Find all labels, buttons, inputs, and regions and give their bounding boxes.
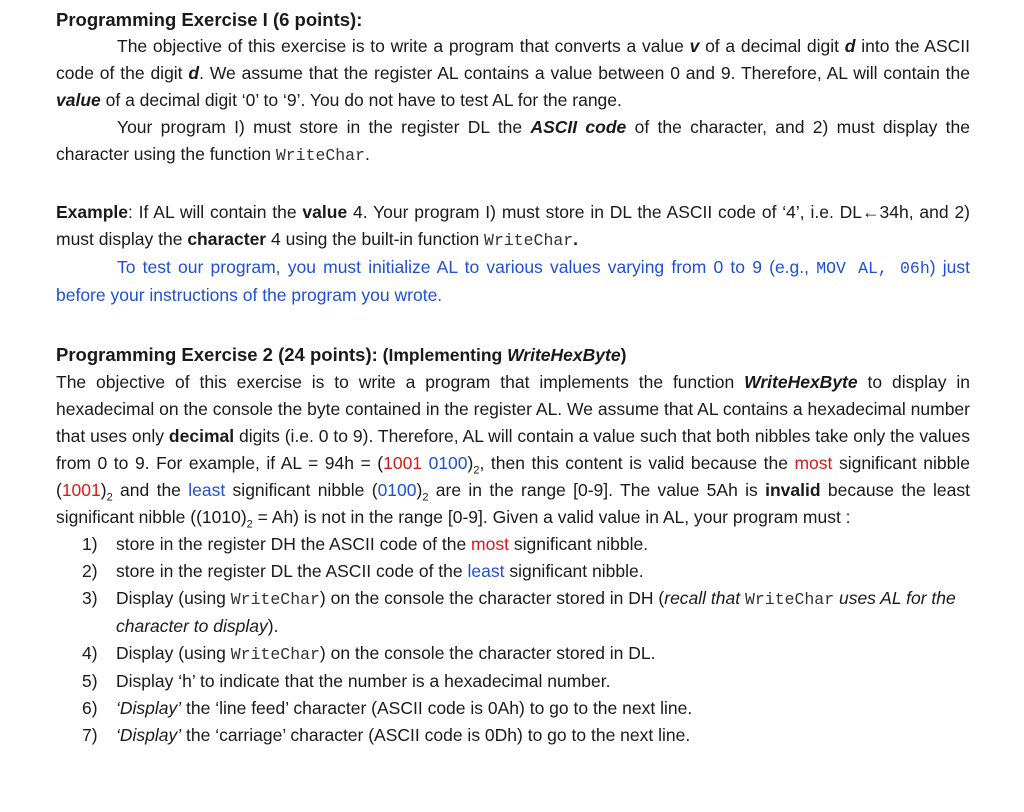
list-item: 4) Display (using WriteChar) on the console the character stored in DL. [82, 643, 656, 664]
list-item: 3) Display (using WriteChar) on the console the character stored in DH (recall that WriteChar uses AL for the character to display). [82, 588, 956, 636]
exercise-1-paragraph-2: Your program I) must store in the register DL the ASCII code of the character, and 2) must display the character using the function WriteChar. [56, 117, 970, 165]
list-item: 1) store in the register DH the ASCII code of the most significant nibble. [82, 534, 649, 554]
exercise-2-heading: Programming Exercise 2 (24 points): (Implementing WriteHexByte) [56, 344, 627, 365]
list-item: 7) ‘Display’ the ‘carriage’ character (ASCII code is 0Dh) to go to the next line. [82, 725, 691, 745]
list-item: 5) Display ‘h’ to indicate that the number is a hexadecimal number. [82, 671, 611, 691]
exercise-1-paragraph-1: The objective of this exercise is to write a program that converts a value v of a decimal digit d into the ASCII code of the digit d. We assume that the register AL contains a value between 0 and 9. Therefore, AL will contain the value of a decimal digit ‘0’ to ‘9’. You do not have to test AL for the range. [56, 36, 971, 110]
exercise-2-paragraph: The objective of this exercise is to write a program that implements the function WriteHexByte to display in hexadecimal on the console the byte contained in the register AL. We assume that AL contains a hexadecimal number that uses only decimal digits (i.e. 0 to 9). Therefore, AL will contain a value such that both nibbles take only the values from 0 to 9. For example, if AL = 94h = (1001 $0100)_2$, then this content is valid because the most significant nibble $(1001)_2$ and the least significant nibble $(0100)_2$ are in the range [0-9]. The value 5Ah is invalid because the least significant nibble $((1010)_2 = Ah)$ is not in the range [0-9]. Given a valid value in AL, your program must : [56, 372, 971, 531]
writechar-code: WriteChar [484, 231, 574, 250]
mov-code: MOV AL, 06h [816, 259, 930, 278]
exercise-2-steps [56, 531, 970, 749]
list-item: 2) store in the register DL the ASCII code of the least significant nibble. [82, 561, 644, 581]
writechar-code: WriteChar [275, 146, 365, 165]
exercise-1-heading: Programming Exercise I (6 points): [56, 9, 363, 30]
left-arrow-icon: ← [862, 202, 880, 222]
exercise-1-example: Example: If AL will contain the value 4. Your program I) must store in DL the ASCII code of ‘4’, i.e. DL←34h, and 2) must display the character 4 using the built-in function WriteChar. [56, 202, 970, 250]
list-item: 6) ‘Display’ the ‘line feed’ character (ASCII code is 0Ah) to go to the next line. [82, 698, 693, 718]
exercise-1-test-note: To test our program, you must initialize AL to various values varying from 0 to 9 (e.g., MOV AL, 06h) just before your instructions of the program you wrote. [56, 257, 970, 305]
